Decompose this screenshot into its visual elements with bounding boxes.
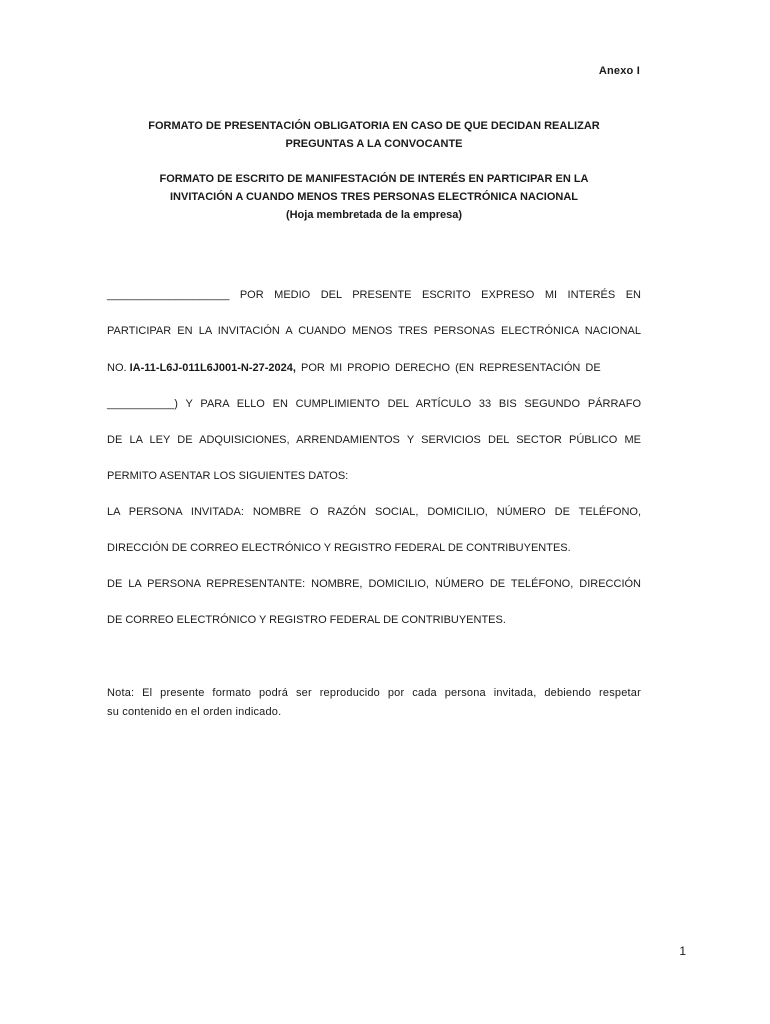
body-line-6: PERMITO ASENTAR LOS SIGUIENTES DATOS:	[107, 470, 349, 482]
body-line-10: DE CORREO ELECTRÓNICO Y REGISTRO FEDERAL DE CONTRIBUYENTES.	[107, 614, 506, 626]
body-line-4: ___________) Y PARA ELLO EN CUMPLIMIENTO DEL ARTÍCULO 33 BIS SEGUNDO PÁRRAFO	[107, 398, 641, 410]
note-line2: su contenido en el orden indicado.	[107, 706, 282, 718]
invitation-number: IA-11-L6J-011L6J001-N-27-2024,	[129, 362, 296, 374]
page-number: 1	[679, 944, 686, 958]
title2-line2: INVITACIÓN A CUANDO MENOS TRES PERSONAS ELECTRÓNICA NACIONAL	[169, 191, 579, 203]
body-line-2: PARTICIPAR EN LA INVITACIÓN A CUANDO MENOS TRES PERSONAS ELECTRÓNICA NACIONAL	[107, 325, 641, 337]
body-line-5: DE LA LEY DE ADQUISICIONES, ARRENDAMIENTOS Y SERVICIOS DEL SECTOR PÚBLICO ME	[107, 434, 641, 446]
title2-line1: FORMATO DE ESCRITO DE MANIFESTACIÓN DE INTERÉS EN PARTICIPAR EN LA	[159, 173, 589, 185]
title-presentation-format	[107, 117, 641, 153]
note-line1: Nota: El presente formato podrá ser reproducido por cada persona invitada, debiendo respetar	[107, 687, 641, 699]
representation-text: POR MI PROPIO DERECHO (EN REPRESENTACIÓN DE	[295, 362, 601, 374]
note-paragraph	[107, 684, 641, 722]
body-line-1: ____________________ POR MEDIO DEL PRESENTE ESCRITO EXPRESO MI INTERÉS EN	[107, 289, 641, 301]
number-prefix: NO.	[107, 362, 130, 374]
body-line-8: DIRECCIÓN DE CORREO ELECTRÓNICO Y REGISTRO FEDERAL DE CONTRIBUYENTES.	[107, 542, 571, 554]
title1-line2: PREGUNTAS A LA CONVOCANTE	[285, 138, 463, 150]
body-line-7: LA PERSONA INVITADA: NOMBRE O RAZÓN SOCIAL, DOMICILIO, NÚMERO DE TELÉFONO,	[107, 506, 641, 518]
body-line-9: DE LA PERSONA REPRESENTANTE: NOMBRE, DOMICILIO, NÚMERO DE TELÉFONO, DIRECCIÓN	[107, 578, 641, 590]
annex-label: Anexo I	[598, 65, 640, 77]
title1-line1: FORMATO DE PRESENTACIÓN OBLIGATORIA EN CASO DE QUE DECIDAN REALIZAR	[148, 120, 600, 132]
body-line-3	[107, 361, 641, 375]
title2-line3: (Hoja membretada de la empresa)	[285, 209, 463, 221]
title-interest-format	[107, 170, 641, 224]
